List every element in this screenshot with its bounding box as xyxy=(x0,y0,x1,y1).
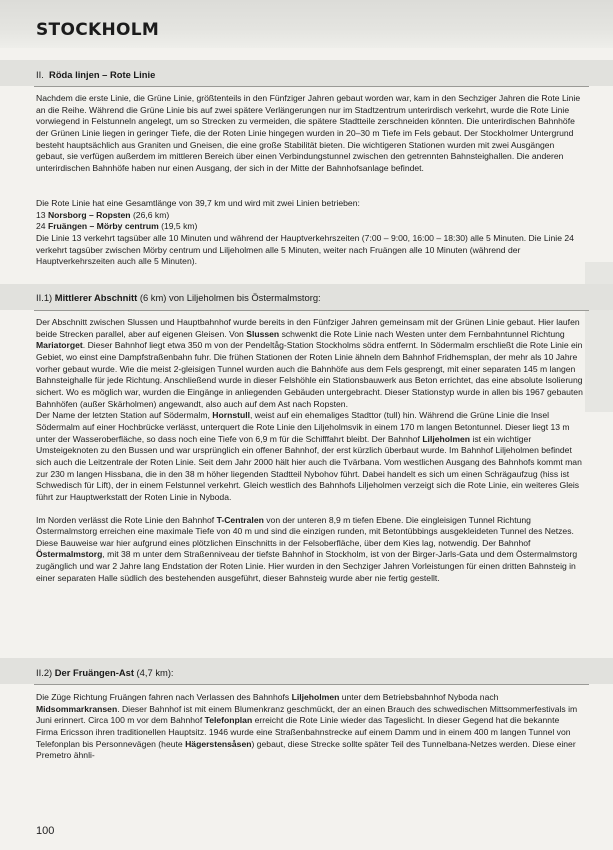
text-run: , mit 38 m unter dem Straßenniveau der tiefste Bahnhof in Stockholm, ist von der Birger-Jarls-Gata und dem Östermalmstorg zugänglich und war 2 Jahre lang Endstation der Roten Linie. Hier wurden in den Sechziger Jahren Vorleistungen für einen dritten Bahnsteig in einer separaten Halle südlich des bestehenden ausgeführt, dieser Bahnsteig wurde aber nie fertig gestellt. xyxy=(36,549,578,583)
text-run: Der Name der letzten Station auf Södermalm, xyxy=(36,410,213,421)
paragraph xyxy=(36,93,583,175)
paragraph xyxy=(36,410,583,503)
text-run: Die Rote Linie hat eine Gesamtlänge von 39,7 km und wird mit zwei Linien betrieben: xyxy=(36,198,360,208)
section-heading-middle xyxy=(36,292,321,303)
text-run: . Dieser Bahnhof liegt etwa 350 m von der Pendeltåg-Station Stockholms södra entfernt. In Södermalm erschließt die Rote Linie ein Gebiet, wo einst eine Dampfstraßenbahn fuhr. Die frühen Stationen der Roten Linie ähneln dem Bahnhof Fridhemsplan, der mehr als 10 Jahre vorher gebaut wurde. Wie die meist 2-gleisigen Tunnel wurden auch die Bahnhöfe aus dem Fels gesprengt, mit einer separaten 145 m langen Bahnsteighalle für jede Richtung. Anschließend wurde in dieser Felshöhle ein Stationsbauwerk aus Beton errichtet, das eine absolute Isolierung sichert. Wo es möglich war, wurden die Eingänge in anliegenden Gebäuden untergebracht. Dieser Stationstyp wurde in allen bis 1967 gebauten Bahnhöfen (außer Skärholmen) angewandt, also auch auf dem Ast nach Ropsten. xyxy=(36,340,583,409)
text-run: erreicht die Rote Linie wieder das Tageslicht. In dieser Gegend hat die bekannte Firma Ericsson ihren traditionellen Hauptsitz. 1946 wurde eine Straßenbahnstrecke auf einem Damm und in einem 400 m langen Tunnel von Telefonplan bis Personnevägen (heute xyxy=(36,715,571,749)
bold-term: Liljeholmen xyxy=(291,692,340,702)
paragraph xyxy=(36,515,583,585)
section-title: Röda linjen – Rote Linie xyxy=(49,69,156,80)
text-run: Die Linie 13 verkehrt tagsüber alle 10 Minuten und während der Hauptverkehrszeiten (7:00 – 9:00, 16:00 – 18:30) alle 5 Minuten. Die Linie 24 verkehrt tagsüber zwischen Mörby centrum und Liljeholmen alle 5 Minuten, weiter nach Fruängen alle 10 Minuten (während der Hauptverkehrszeiten auch alle 5 Minuten). xyxy=(36,232,574,267)
section-heading-fruangen xyxy=(36,667,174,678)
text-run: von der unteren 8,9 m tiefen Ebene. Die eingleisigen Tunnel Richtung Östermalmstorg erreichen eine maximale Tiefe von 40 m und sind die einzigen runden, mit Betontübbings ausgekleideten Tunnel des Netzes. Diese Bauweise war hier aufgrund eines plötzlichen Einschnitts in der Felsoberfläche, über dem Kies lag, notwendig. Der Bahnhof xyxy=(36,514,574,548)
paragraph xyxy=(36,221,583,233)
rich-text xyxy=(36,198,583,268)
text-run: Im Norden verlässt die Rote Linie den Bahnhof xyxy=(36,514,217,525)
section-number: II.1) xyxy=(36,292,53,303)
section-rule xyxy=(34,310,589,311)
page-header-title: STOCKHOLM xyxy=(36,20,160,40)
text-run: unter dem Betriebsbahnhof Nyboda nach xyxy=(339,692,499,702)
section-title: Der Fruängen-Ast xyxy=(54,667,134,678)
text-run: ist ein wichtiger Umsteigeknoten zu den Bussen und war ursprünglich ein offener Bahnhof, der erst kürzlich überbaut wurde. Im Bahnhof Liljeholmen befindet sich auch die Leitzentrale der Roten Linie. Seit dem Jahr 2000 hält hier auch die Tvärbana. Vom westlichen Ausgang des Bahnhofs kommt man zur 230 m langen Hissbana, die in den 38 m höher liegenden Stadtteil Nybohov führt. Dabei handelt es sich um einen Schrägaufzug (hiss ist Schwedisch für Lift), der in einem Felstunnel verkehrt. Gleich westlich des Bahnhofs Liljeholmen verzeigt sich die Rote Linie, ein weiteres Gleis führt zur Hauptwerkstatt der Roten Linie in Nyboda. xyxy=(36,433,582,502)
bold-term: Slussen xyxy=(246,328,280,339)
middle-section-body xyxy=(36,317,583,584)
text-run: Der Abschnitt zwischen Slussen und Hauptbahnhof wurde bereits in den Fünfziger Jahren gemeinsam mit der Grünen Linie gebaut. Hier laufen beide Strecken parallel, aber auf eigenen Gleisen. Von xyxy=(36,317,580,339)
section-rule xyxy=(34,684,589,685)
section-rule xyxy=(34,86,589,87)
bold-term: T-Centralen xyxy=(216,514,264,525)
section-heading-red-line xyxy=(36,69,155,80)
text-run: 13 xyxy=(36,209,48,220)
rich-text xyxy=(36,93,583,175)
page-number: 100 xyxy=(36,825,55,837)
red-line-lines xyxy=(36,198,583,268)
text-run: ) gebaut, diese Strecke sollte später Teil des Tunnelbana-Netzes werden. Diese einer Premetro ähnli- xyxy=(36,738,576,761)
section-subtitle: (4,7 km): xyxy=(133,667,174,678)
text-run: (19,5 km) xyxy=(158,221,198,232)
bold-term: Fruängen – Mörby centrum xyxy=(47,221,159,232)
paragraph xyxy=(36,210,583,222)
text-run: 24 xyxy=(36,221,48,232)
rich-text xyxy=(36,317,583,584)
fruangen-section-body xyxy=(36,692,583,762)
section-subtitle: (6 km) von Liljeholmen bis Östermalmstorg: xyxy=(137,292,321,303)
bold-term: Midsommarkransen xyxy=(36,703,118,714)
red-line-intro xyxy=(36,93,583,175)
bold-term: Hornstull xyxy=(212,410,250,421)
bold-term: Mariatorget xyxy=(36,340,83,351)
text-run: schwenkt die Rote Linie nach Westen unter dem Fernbahntunnel Richtung xyxy=(279,328,565,339)
paragraph xyxy=(36,198,583,210)
text-run: Die Züge Richtung Fruängen fahren nach Verlassen des Bahnhofs xyxy=(36,692,292,702)
bold-term: Hägerstensåsen xyxy=(185,738,252,749)
section-title: Mittlerer Abschnitt xyxy=(54,292,138,303)
text-run: (26,6 km) xyxy=(130,209,170,220)
text-run: . Dieser Bahnhof ist mit einem Blumenkranz geschmückt, der an einen Brauch des schwedischen Mittsommerfestivals im Juni erinnert. Circa 100 m vor dem Bahnhof xyxy=(36,703,578,726)
text-run: , weist auf ein ehemaliges Stadttor (tull) hin. Während die Grüne Linie die Insel Södermalm auf einer Hochbrücke verlässt, unterquert die Rote Linie den Liljeholmsvik in einem 170 m langen Betontunnel. Dieser liegt 13 m unter der Wasseroberfläche, so dass noch eine Tiefe von 6,9 m für die Schifffahrt bleibt. Der Bahnhof xyxy=(36,410,570,444)
paragraph xyxy=(36,317,583,410)
section-number: II.2) xyxy=(36,667,53,678)
text-run: Nachdem die erste Linie, die Grüne Linie, größtenteils in den Fünfziger Jahren gebaut worden war, kam in den Sechziger Jahren die Rote Linie an die Reihe. Während die Grüne Linie bis auf zwei spätere Verlängerungen nur im Stadtzentrum unterirdisch verkehrt, wurde die Rote Linie vorwiegend in Felstunneln angelegt, um so Strecken zu vermeiden, die spätere Stadtteile zerschneiden könnten. Die unterirdischen Bahnhöfe der Grünen Linie liegen in geringer Tiefe, die der Roten Linie hingegen wurden in 20–30 m Tiefe im Fels gebaut. Der Stockholmer Untergrund besteht hauptsächlich aus Graniten und Gneisen, die eine große Stabilität bieten. Die wichtigeren Stationen wurden mit zwei Ausgängen gebaut, sie verfügen außerdem im mittleren Bereich über einen Verbindungstunnel zwischen den getrennten Bahnsteighallen. Die anderen unterirdischen Bahnhöfe haben nur einen Ausgang, der sich in der Mitte der Bahnhofsanlage befindet. xyxy=(36,93,581,173)
bold-term: Telefonplan xyxy=(204,715,253,726)
paragraph xyxy=(36,692,583,762)
paragraph xyxy=(36,233,583,268)
rich-text xyxy=(36,692,583,762)
section-number: II. xyxy=(36,69,44,80)
bold-term: Liljeholmen xyxy=(422,433,471,444)
bold-term: Norsborg – Ropsten xyxy=(47,209,131,220)
bold-term: Östermalmstorg xyxy=(36,549,103,560)
